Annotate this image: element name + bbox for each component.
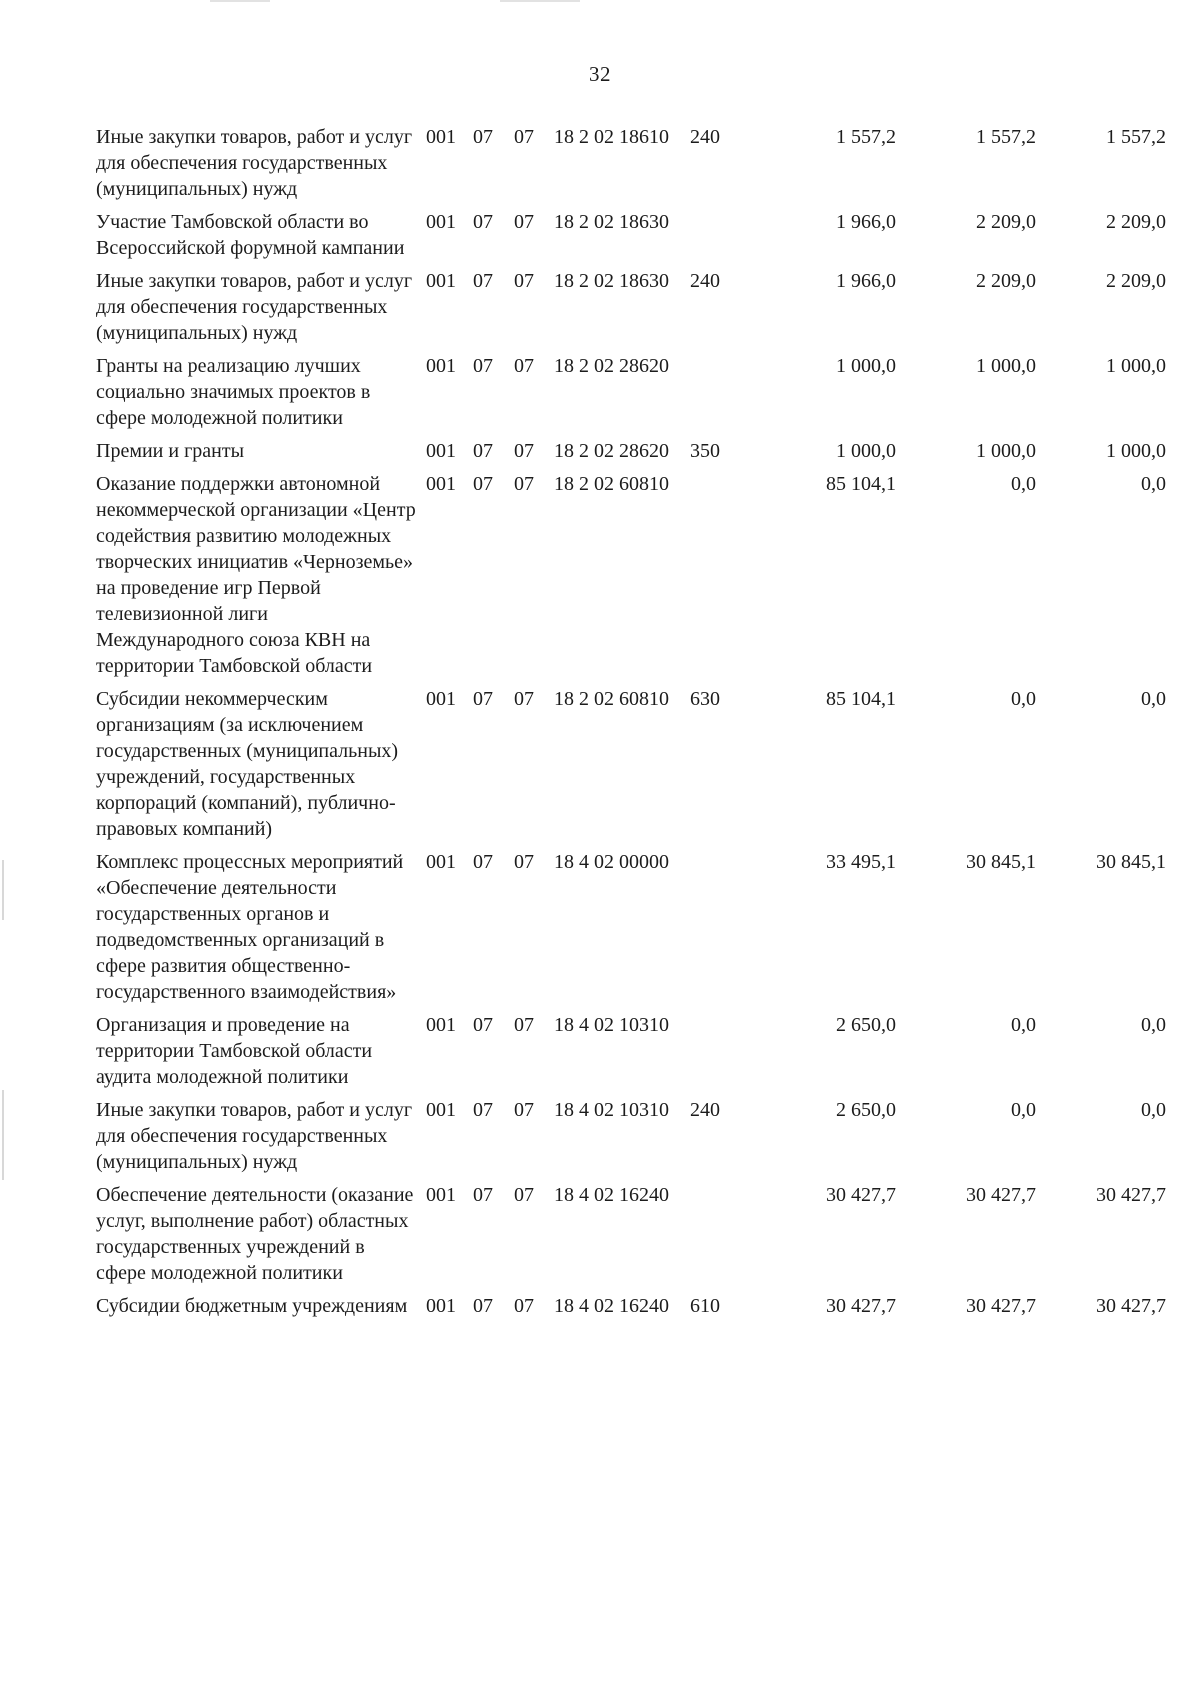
amount-year-2: 30 427,7 xyxy=(966,1184,1036,1206)
amount-year-1: 85 104,1 xyxy=(826,688,896,710)
expense-type-code: 240 xyxy=(690,126,720,148)
expense-type-code xyxy=(690,849,750,1012)
amount-year-2: 1 557,2 xyxy=(976,126,1036,148)
table-row xyxy=(96,1293,1166,1326)
subsection-code: 07 xyxy=(514,270,534,292)
amount-year-1: 2 650,0 xyxy=(836,1099,896,1121)
expense-type-code: 240 xyxy=(690,1099,720,1121)
table-body xyxy=(96,124,1166,1326)
row-name: Организация и проведение на территории Тамбовской области аудита молодежной политики xyxy=(96,1014,373,1088)
target-article-code: 18 2 02 60810 xyxy=(554,688,669,710)
target-article-code: 18 2 02 28620 xyxy=(554,440,669,462)
section-code: 07 xyxy=(473,1099,493,1121)
amount-year-1: 30 427,7 xyxy=(826,1184,896,1206)
target-article-code: 18 2 02 28620 xyxy=(554,355,669,377)
amount-year-1: 1 000,0 xyxy=(836,440,896,462)
table-row xyxy=(96,1182,1166,1293)
amount-year-1: 1 966,0 xyxy=(836,211,896,233)
table-row xyxy=(96,438,1166,471)
table-row xyxy=(96,1012,1166,1097)
expense-type-code xyxy=(690,353,750,438)
ministry-code: 001 xyxy=(426,126,456,148)
ministry-code: 001 xyxy=(426,851,456,873)
amount-year-2: 30 427,7 xyxy=(966,1295,1036,1317)
target-article-code: 18 4 02 16240 xyxy=(554,1295,669,1317)
amount-year-1: 1 000,0 xyxy=(836,355,896,377)
amount-year-3: 1 557,2 xyxy=(1106,126,1166,148)
section-code: 07 xyxy=(473,1014,493,1036)
subsection-code: 07 xyxy=(514,211,534,233)
amount-year-3: 0,0 xyxy=(1141,1099,1166,1121)
subsection-code: 07 xyxy=(514,1014,534,1036)
row-name: Иные закупки товаров, работ и услуг для обеспечения государственных (муниципальных) нужд xyxy=(96,270,413,344)
row-name: Гранты на реализацию лучших социально значимых проектов в сфере молодежной политики xyxy=(96,355,371,429)
scan-artifact xyxy=(210,0,270,2)
expense-type-code: 350 xyxy=(690,440,720,462)
row-name: Иные закупки товаров, работ и услуг для обеспечения государственных (муниципальных) нужд xyxy=(96,126,413,200)
section-code: 07 xyxy=(473,440,493,462)
ministry-code: 001 xyxy=(426,1184,456,1206)
section-code: 07 xyxy=(473,1184,493,1206)
section-code: 07 xyxy=(473,851,493,873)
table-row xyxy=(96,268,1166,353)
ministry-code: 001 xyxy=(426,1099,456,1121)
expense-type-code xyxy=(690,209,750,268)
amount-year-3: 1 000,0 xyxy=(1106,355,1166,377)
amount-year-2: 2 209,0 xyxy=(976,270,1036,292)
ministry-code: 001 xyxy=(426,473,456,495)
target-article-code: 18 2 02 18610 xyxy=(554,126,669,148)
target-article-code: 18 4 02 00000 xyxy=(554,851,669,873)
amount-year-1: 1 966,0 xyxy=(836,270,896,292)
ministry-code: 001 xyxy=(426,1295,456,1317)
section-code: 07 xyxy=(473,1295,493,1317)
section-code: 07 xyxy=(473,355,493,377)
subsection-code: 07 xyxy=(514,1184,534,1206)
table-row xyxy=(96,209,1166,268)
amount-year-3: 1 000,0 xyxy=(1106,440,1166,462)
target-article-code: 18 2 02 18630 xyxy=(554,211,669,233)
ministry-code: 001 xyxy=(426,440,456,462)
ministry-code: 001 xyxy=(426,270,456,292)
table-row xyxy=(96,1097,1166,1182)
page-number: 32 xyxy=(589,62,611,86)
table-row xyxy=(96,686,1166,849)
ministry-code: 001 xyxy=(426,211,456,233)
target-article-code: 18 2 02 18630 xyxy=(554,270,669,292)
amount-year-2: 0,0 xyxy=(1011,473,1036,495)
amount-year-3: 0,0 xyxy=(1141,1014,1166,1036)
amount-year-3: 2 209,0 xyxy=(1106,270,1166,292)
section-code: 07 xyxy=(473,688,493,710)
amount-year-1: 33 495,1 xyxy=(826,851,896,873)
ministry-code: 001 xyxy=(426,355,456,377)
expense-type-code: 630 xyxy=(690,688,720,710)
scan-artifact xyxy=(2,860,4,920)
amount-year-3: 30 427,7 xyxy=(1096,1184,1166,1206)
subsection-code: 07 xyxy=(514,688,534,710)
row-name: Комплекс процессных мероприятий «Обеспечение деятельности государственных органов и подведомственных организаций в сфере развития общественно-государственного взаимодействия» xyxy=(96,851,404,1003)
section-code: 07 xyxy=(473,211,493,233)
row-name: Оказание поддержки автономной некоммерческой организации «Центр содействия развитию молодежных творческих инициатив «Черноземье» на проведение игр Первой телевизионной лиги Международного союза КВН на территории Тамбовской области xyxy=(96,473,416,677)
expense-type-code xyxy=(690,1012,750,1097)
amount-year-3: 0,0 xyxy=(1141,688,1166,710)
amount-year-3: 2 209,0 xyxy=(1106,211,1166,233)
table-row xyxy=(96,849,1166,1012)
subsection-code: 07 xyxy=(514,851,534,873)
subsection-code: 07 xyxy=(514,1099,534,1121)
amount-year-2: 0,0 xyxy=(1011,1014,1036,1036)
ministry-code: 001 xyxy=(426,688,456,710)
row-name: Участие Тамбовской области во Всероссийской форумной кампании xyxy=(96,211,405,259)
subsection-code: 07 xyxy=(514,440,534,462)
amount-year-3: 0,0 xyxy=(1141,473,1166,495)
amount-year-1: 1 557,2 xyxy=(836,126,896,148)
row-name: Обеспечение деятельности (оказание услуг, выполнение работ) областных государственных учреждений в сфере молодежной политики xyxy=(96,1184,414,1284)
subsection-code: 07 xyxy=(514,1295,534,1317)
section-code: 07 xyxy=(473,270,493,292)
row-name: Субсидии некоммерческим организациям (за исключением государственных (муниципальных) учреждений, государственных корпораций (компаний), публично-правовых компаний) xyxy=(96,688,399,840)
subsection-code: 07 xyxy=(514,473,534,495)
target-article-code: 18 4 02 16240 xyxy=(554,1184,669,1206)
amount-year-3: 30 427,7 xyxy=(1096,1295,1166,1317)
table-row xyxy=(96,124,1166,209)
amount-year-2: 0,0 xyxy=(1011,1099,1036,1121)
amount-year-1: 85 104,1 xyxy=(826,473,896,495)
target-article-code: 18 4 02 10310 xyxy=(554,1099,669,1121)
target-article-code: 18 2 02 60810 xyxy=(554,473,669,495)
amount-year-2: 1 000,0 xyxy=(976,355,1036,377)
amount-year-2: 1 000,0 xyxy=(976,440,1036,462)
expense-type-code xyxy=(690,1182,750,1293)
ministry-code: 001 xyxy=(426,1014,456,1036)
budget-table xyxy=(96,124,1166,1326)
amount-year-2: 0,0 xyxy=(1011,688,1036,710)
table-row xyxy=(96,353,1166,438)
scan-artifact xyxy=(2,1090,4,1180)
amount-year-3: 30 845,1 xyxy=(1096,851,1166,873)
subsection-code: 07 xyxy=(514,355,534,377)
subsection-code: 07 xyxy=(514,126,534,148)
amount-year-2: 30 845,1 xyxy=(966,851,1036,873)
target-article-code: 18 4 02 10310 xyxy=(554,1014,669,1036)
table-row xyxy=(96,471,1166,686)
expense-type-code xyxy=(690,471,750,686)
amount-year-2: 2 209,0 xyxy=(976,211,1036,233)
row-name: Премии и гранты xyxy=(96,440,245,462)
section-code: 07 xyxy=(473,473,493,495)
row-name: Иные закупки товаров, работ и услуг для обеспечения государственных (муниципальных) нужд xyxy=(96,1099,413,1173)
amount-year-1: 30 427,7 xyxy=(826,1295,896,1317)
section-code: 07 xyxy=(473,126,493,148)
row-name: Субсидии бюджетным учреждениям xyxy=(96,1295,408,1317)
expense-type-code: 240 xyxy=(690,270,720,292)
scan-artifact xyxy=(500,0,580,2)
expense-type-code: 610 xyxy=(690,1295,720,1317)
amount-year-1: 2 650,0 xyxy=(836,1014,896,1036)
